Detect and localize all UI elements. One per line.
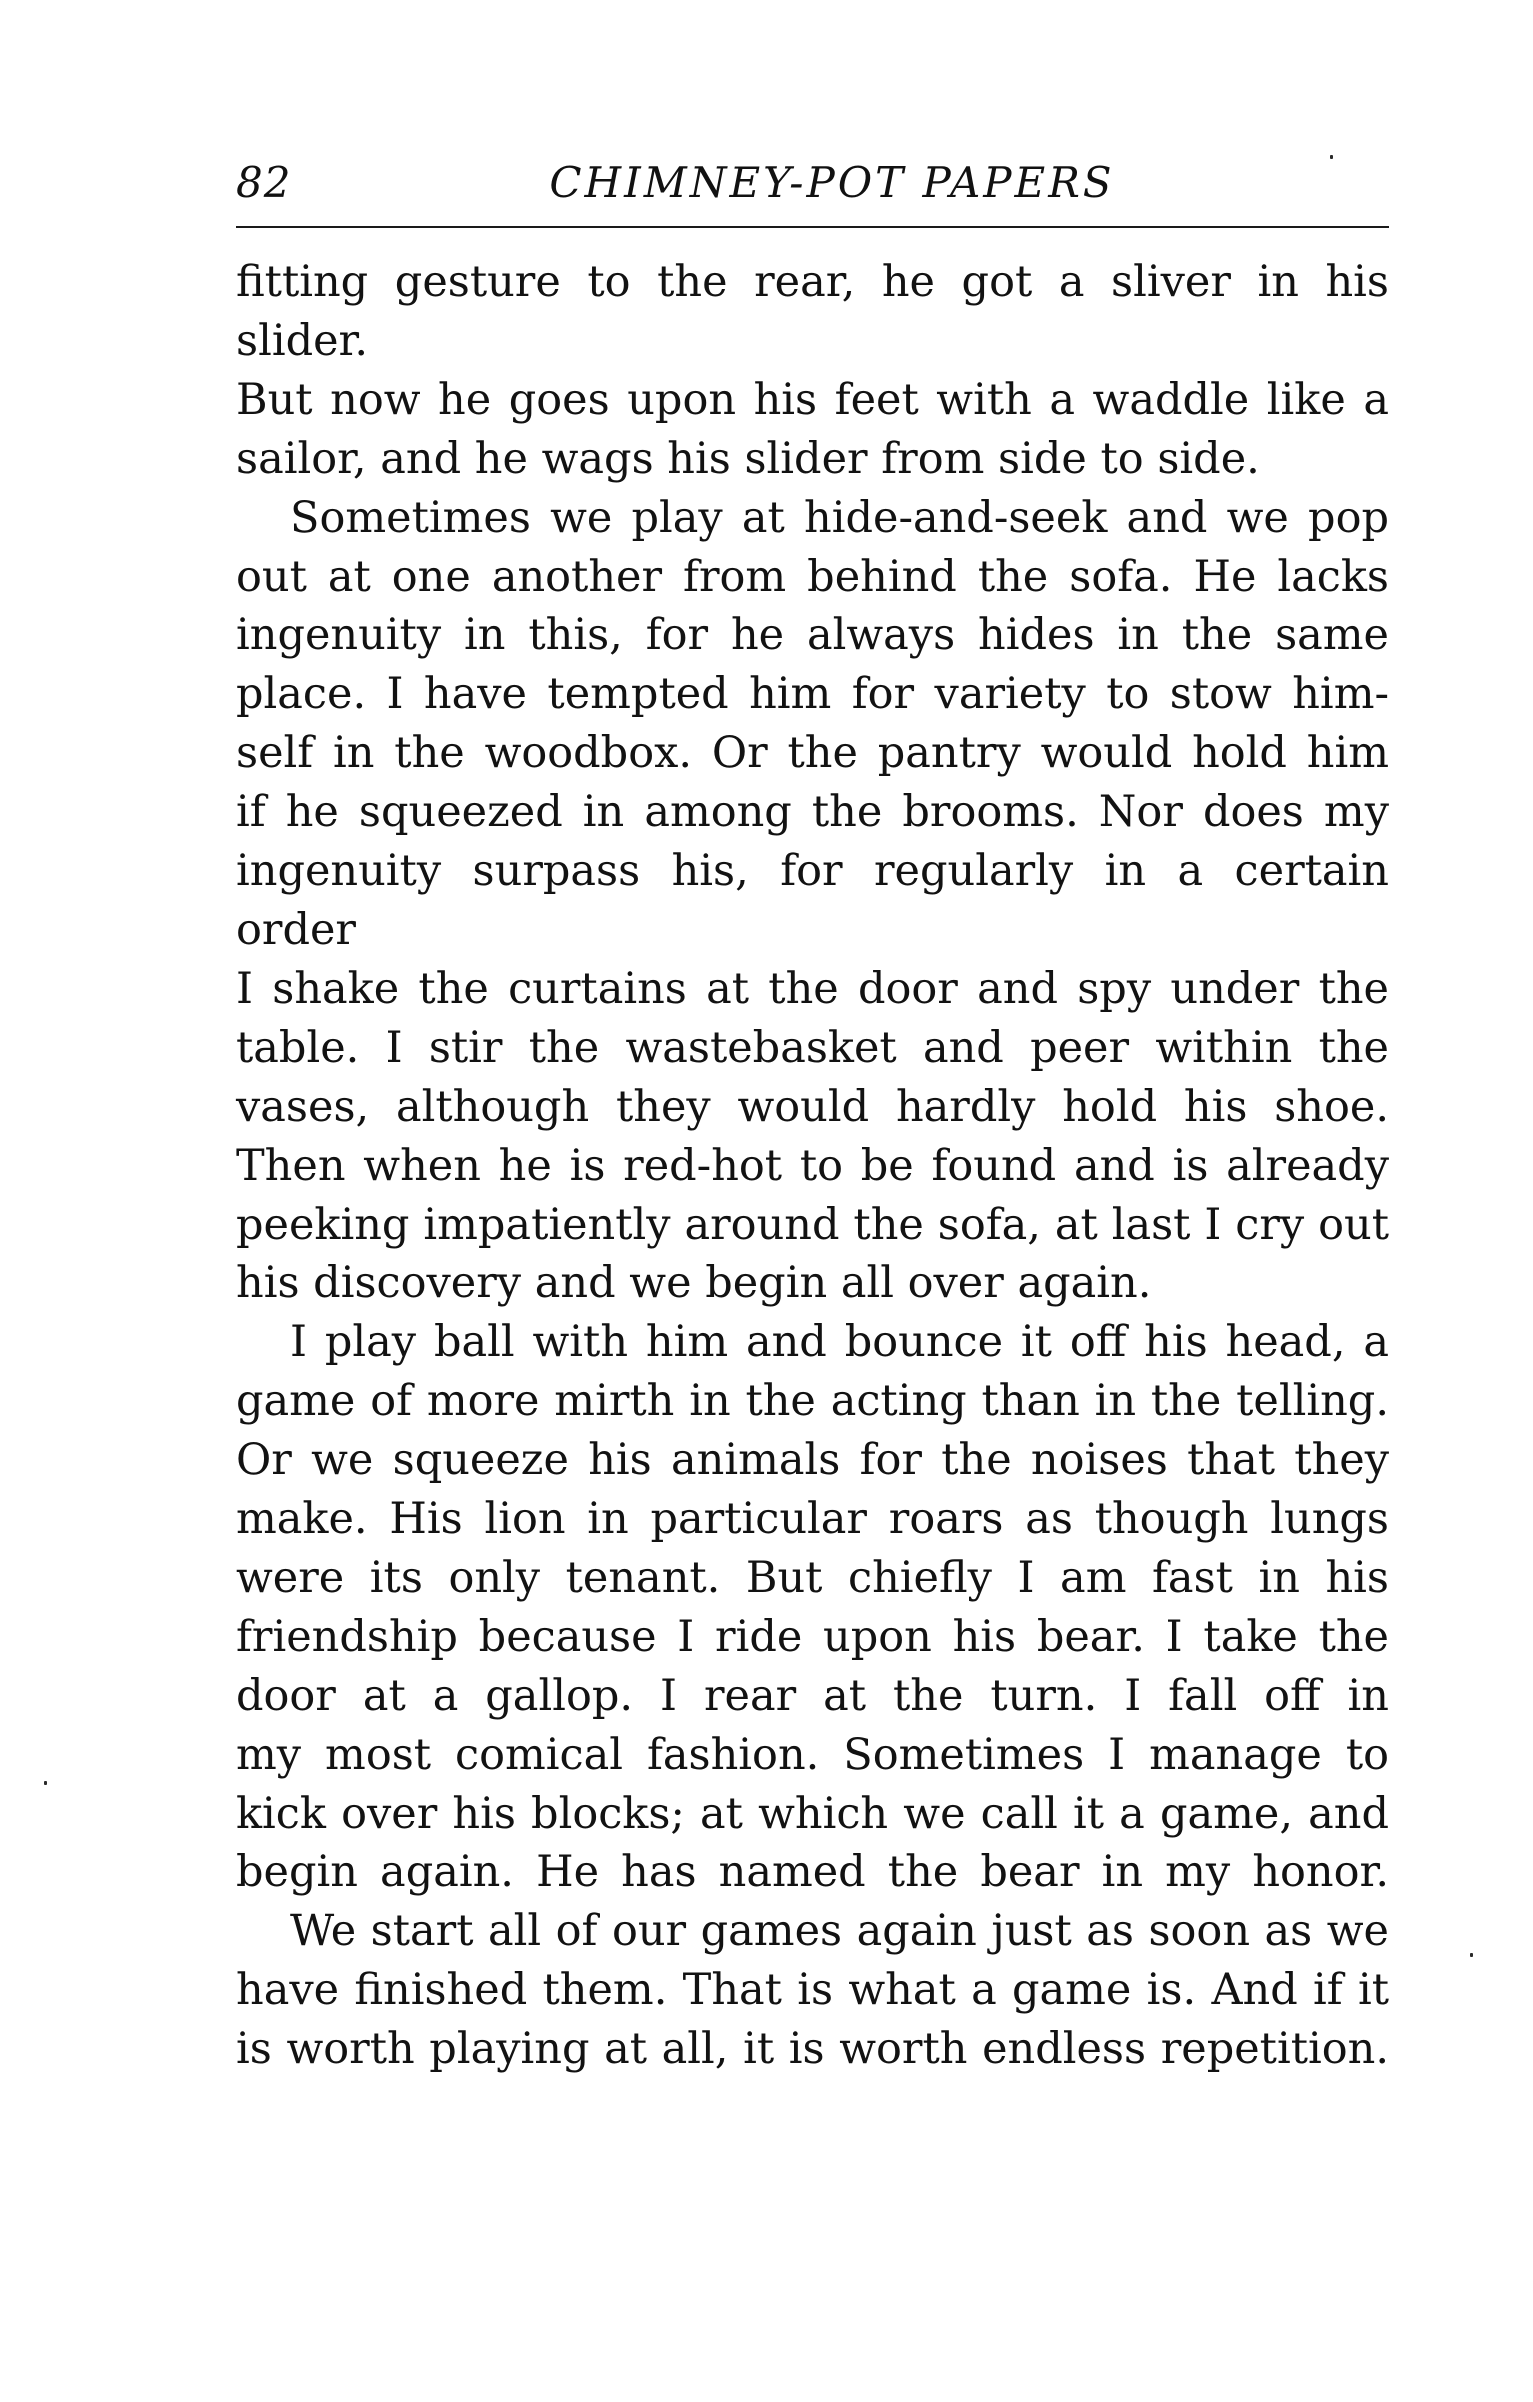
text-line: I play ball with him and bounce it off his head, a (290, 1317, 1389, 1368)
text-line: Sometimes we play at hide-and-seek and we pop (290, 492, 1389, 543)
text-line: place. I have tempted him for variety to stow him- (236, 669, 1389, 720)
text-line: ingenuity surpass his, for regularly in a certain order (236, 846, 1389, 955)
text-line: self in the woodbox. Or the pantry would hold him (236, 728, 1389, 779)
text-line: game of more mirth in the acting than in the telling. (236, 1376, 1389, 1427)
print-speck (1470, 1953, 1473, 1957)
text-line: vases, although they would hardly hold his shoe. (236, 1081, 1389, 1132)
running-head (236, 158, 1388, 224)
page-number: 82 (236, 158, 292, 207)
paragraph (236, 1902, 1389, 2079)
header-rule (236, 226, 1389, 228)
text-line: begin again. He has named the bear in my honor. (236, 1847, 1389, 1898)
text-line: But now he goes upon his feet with a waddle like a (236, 374, 1389, 425)
text-line: ingenuity in this, for he always hides in the same (236, 610, 1389, 661)
text-line: if he squeezed in among the brooms. Nor does my (236, 787, 1389, 838)
text-line: friendship because I ride upon his bear. I take the (236, 1611, 1389, 1662)
body-text (236, 253, 1389, 2079)
text-line: my most comical fashion. Sometimes I manage to (236, 1729, 1389, 1780)
text-line: kick over his blocks; at which we call it a game, and (236, 1788, 1389, 1839)
text-line: fitting gesture to the rear, he got a sliver in his slider. (236, 257, 1389, 366)
text-line: Or we squeeze his animals for the noises that they (236, 1435, 1389, 1486)
text-line: Then when he is red-hot to be found and is already (236, 1140, 1389, 1191)
text-line: have finished them. That is what a game is. And if it (236, 1965, 1389, 2016)
text-line: door at a gallop. I rear at the turn. I fall off in (236, 1670, 1389, 1721)
text-line: make. His lion in particular roars as though lungs (236, 1494, 1389, 1545)
paragraph (236, 253, 1389, 489)
paragraph (236, 489, 1389, 1314)
text-line: peeking impatiently around the sofa, at last I cry out (236, 1199, 1389, 1250)
paragraph (236, 1313, 1389, 1902)
print-speck (1330, 155, 1333, 159)
running-head-title: CHIMNEY-POT PAPERS (549, 158, 1115, 207)
text-line: were its only tenant. But chiefly I am fast in his (236, 1552, 1389, 1603)
text-line: his discovery and we begin all over again. (236, 1258, 1152, 1309)
text-line: out at one another from behind the sofa. He lacks (236, 551, 1389, 602)
print-speck (44, 1781, 47, 1785)
text-line: sailor, and he wags his slider from side to side. (236, 433, 1260, 484)
text-line: I shake the curtains at the door and spy under the (236, 963, 1389, 1014)
text-line: table. I stir the wastebasket and peer within the (236, 1022, 1389, 1073)
text-line: is worth playing at all, it is worth endless repetition. (236, 2024, 1389, 2075)
text-line: We start all of our games again just as soon as we (290, 1906, 1389, 1957)
